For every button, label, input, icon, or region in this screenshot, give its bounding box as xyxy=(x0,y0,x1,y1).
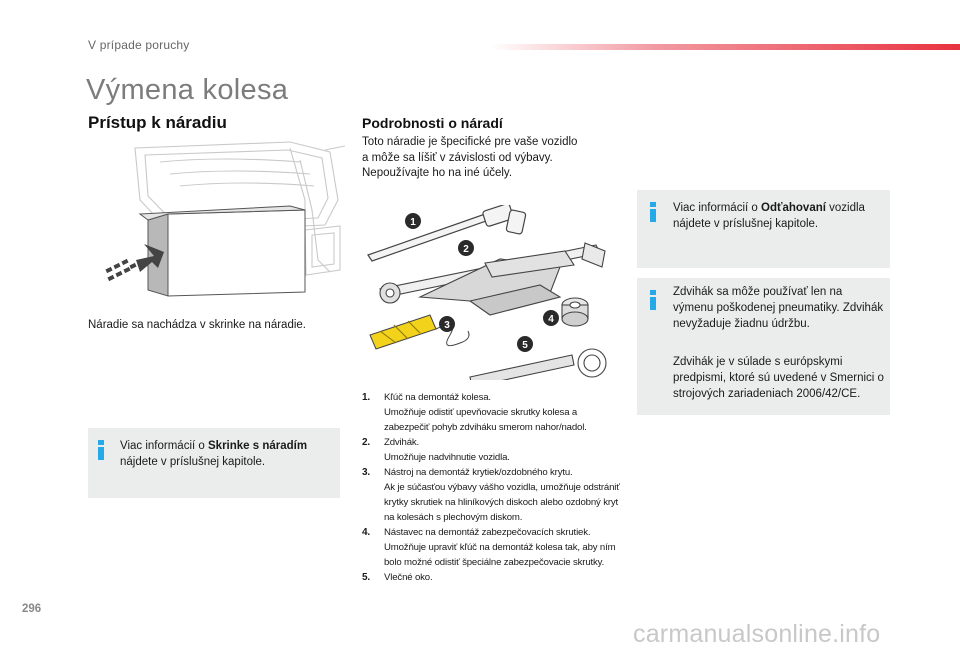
tool-description: Umožňuje odistiť upevňovacie skrutky kolesa a zabezpečiť pohyb zdviháku smerom nahor/nadol. xyxy=(384,407,587,433)
towing-info-box xyxy=(637,190,890,268)
callout-2 xyxy=(458,240,474,256)
tool-name: Zdvihák. xyxy=(384,437,420,448)
towing-eye-drawing xyxy=(470,349,606,380)
tool-name: Kľúč na demontáž kolesa. xyxy=(384,392,491,403)
section-label: V prípade poruchy xyxy=(88,38,190,52)
tool-number: 1. xyxy=(362,392,371,403)
towing-info-bold: Odťahovaní xyxy=(761,202,826,214)
tool-name: Nástroj na demontáž krytiek/ozdobného krytu. xyxy=(384,467,573,478)
tool-description: Ak je súčasťou výbavy vášho vozidla, umožňuje odstrániť krytky skrutiek na hliníkových diskoch alebo ozdobný kryt na kolesách s plechovým diskom. xyxy=(384,482,620,523)
tool-details-heading: Podrobnosti o náradí xyxy=(362,115,503,131)
tool-number: 2. xyxy=(362,437,371,448)
info-icon xyxy=(97,440,105,460)
svg-text:2: 2 xyxy=(463,244,469,255)
seat-toolbox-illustration xyxy=(100,140,345,305)
svg-text:3: 3 xyxy=(444,320,450,331)
tool-name: Nástavec na demontáž zabezpečovacích skrutiek. xyxy=(384,527,591,538)
header-accent-bar xyxy=(490,44,960,50)
access-heading: Prístup k náradiu xyxy=(88,113,227,132)
jack-usage-text: Zdvihák sa môže používať len na výmenu poškodenej pneumatiky. Zdvihák nevyžaduje žiadnu údržbu. xyxy=(673,286,884,330)
list-item xyxy=(362,570,624,585)
tool-list xyxy=(362,390,624,585)
tool-details-intro: Toto náradie je špecifické pre vaše vozidlo a môže sa líšiť v závislosti od výbavy. Nepoužívajte ho na iné účely. xyxy=(362,136,578,179)
tool-description: Umožňuje upraviť kľúč na demontáž kolesa tak, aby ním bolo možné odistiť špeciálne zabezpečovacie skrutky. xyxy=(384,542,616,568)
svg-text:4: 4 xyxy=(548,314,554,325)
list-item xyxy=(362,435,624,465)
jack-info-box xyxy=(637,278,890,415)
toolbox-info-bold: Skrinke s náradím xyxy=(208,440,308,452)
tool-description: Umožňuje nadvihnutie vozidla. xyxy=(384,452,510,463)
wheel-brace-drawing xyxy=(368,205,526,261)
tool-kit-illustration xyxy=(360,205,625,380)
toolbox-info-box xyxy=(88,428,340,498)
cap-removal-tool-drawing xyxy=(370,315,469,349)
callout-1 xyxy=(405,213,421,229)
anti-theft-socket-drawing xyxy=(562,298,588,326)
callout-3 xyxy=(439,316,455,332)
svg-text:5: 5 xyxy=(522,340,528,351)
page-title: Výmena kolesa xyxy=(86,74,289,106)
tool-number: 3. xyxy=(362,467,371,478)
callout-4 xyxy=(543,310,559,326)
toolbox-info-text: Viac informácií o Skrinke s náradím nájdete v príslušnej kapitole. xyxy=(120,440,308,468)
tool-name: Vlečné oko. xyxy=(384,572,433,583)
list-item xyxy=(362,465,624,525)
callout-5 xyxy=(517,336,533,352)
tool-number: 5. xyxy=(362,572,371,583)
svg-text:1: 1 xyxy=(410,217,416,228)
jack-compliance-text: Zdvihák je v súlade s európskymi predpismi, ktoré sú uvedené v Smernici o strojových zariadeniach 2006/42/CE. xyxy=(673,356,884,400)
info-icon xyxy=(649,202,657,222)
list-item xyxy=(362,390,624,435)
watermark: carmanualsonline.info xyxy=(633,620,881,648)
tool-number: 4. xyxy=(362,527,371,538)
toolbox-location-caption: Náradie sa nachádza v skrinke na náradie. xyxy=(88,319,306,331)
info-icon xyxy=(649,290,657,310)
page-number: 296 xyxy=(22,603,42,615)
towing-info-text: Viac informácií o Odťahovaní vozidla nájdete v príslušnej kapitole. xyxy=(673,202,865,230)
list-item xyxy=(362,525,624,570)
